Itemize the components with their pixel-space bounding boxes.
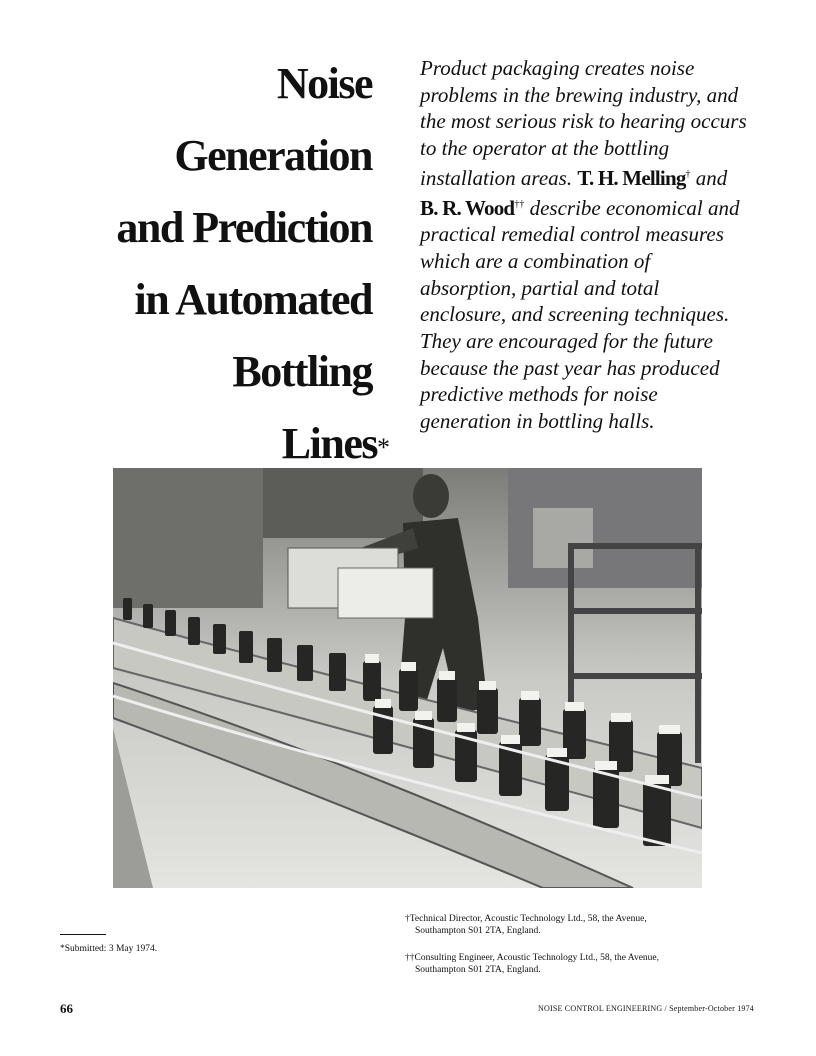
abstract-and: and [695,165,728,190]
author-wood-mark: †† [514,198,525,210]
article-title [60,48,390,484]
affiliation-melling [405,913,741,937]
title-line-4: in Automated [134,275,372,324]
title-asterisk: * [377,433,390,462]
bottling-line-illustration [113,468,702,888]
author-melling-mark: † [685,168,691,180]
abstract [420,55,750,435]
affiliation-melling-line1: †Technical Director, Acoustic Technology Ltd., 58, the Avenue, [405,914,647,924]
affiliation-wood-line2: Southampton S01 2TA, England. [415,965,541,975]
title-line-2: Generation [174,131,372,180]
author-melling: T. H. Melling [577,165,686,190]
running-head: NOISE CONTROL ENGINEERING / September-October 1974 [538,1004,754,1013]
bottling-line-photo [113,468,702,888]
page-number: 66 [60,1001,73,1016]
title-line-1: Noise [276,59,372,108]
author-wood: B. R. Wood [420,195,515,220]
title-line-6-text: Lines [281,419,377,468]
affiliation-melling-line2: Southampton S01 2TA, England. [415,926,541,936]
affiliation-wood-line1: ††Consulting Engineer, Acoustic Technology Ltd., 58, the Avenue, [405,953,660,963]
affiliation-wood [405,952,741,976]
title-line-5: Bottling [232,347,372,396]
abstract-body: describe economical and practical remedial control measures which are a combination of absorption, partial and total enclosure, and screening techniques. They are encouraged for the future because the past year has produced predictive methods for noise generation in bottling halls. [420,195,740,434]
abstract-intro: Product packaging creates noise problems in the brewing industry, and the most serious risk to hearing occurs to the operator at the bottling installation areas. [420,56,747,190]
title-line-3: and Prediction [116,203,372,252]
footnote-submitted: *Submitted: 3 May 1974. [60,944,158,954]
footnote-divider [60,934,106,935]
